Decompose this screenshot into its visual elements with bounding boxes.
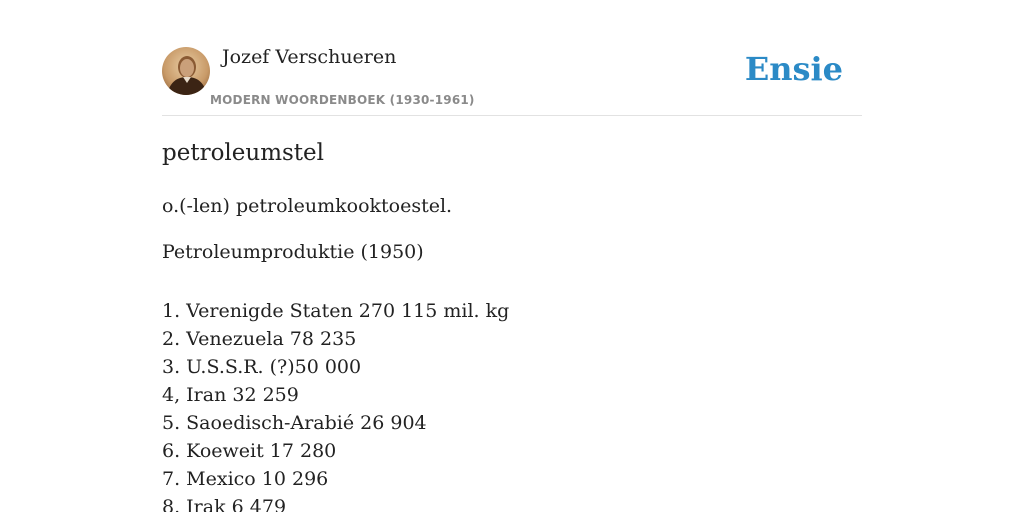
- list-item: 8. Irak 6 479: [162, 496, 287, 512]
- production-list: [162, 297, 509, 512]
- list-item: 1. Verenigde Staten 270 115 mil. kg: [162, 300, 510, 322]
- author-name[interactable]: Jozef Verschueren: [222, 46, 397, 68]
- dictionary-source[interactable]: MODERN WOORDENBOEK (1930-1961): [210, 93, 475, 107]
- entry-subtitle: Petroleumproduktie (1950): [162, 241, 424, 263]
- list-item: 2. Venezuela 78 235: [162, 328, 357, 350]
- entry-headword: petroleumstel: [162, 140, 325, 166]
- author-portrait-image: [162, 47, 210, 95]
- list-item: 7. Mexico 10 296: [162, 468, 329, 490]
- header: [162, 0, 862, 116]
- list-item: 4, Iran 32 259: [162, 384, 299, 406]
- entry-definition: o.(-len) petroleumkooktoestel.: [162, 195, 453, 217]
- page: [162, 0, 862, 512]
- ensie-logo-link[interactable]: Ensie: [744, 50, 843, 88]
- list-item: 6. Koeweit 17 280: [162, 440, 337, 462]
- list-item: 5. Saoedisch-Arabié 26 904: [162, 412, 427, 434]
- list-item: 3. U.S.S.R. (?)50 000: [162, 356, 362, 378]
- author-avatar[interactable]: [162, 47, 210, 95]
